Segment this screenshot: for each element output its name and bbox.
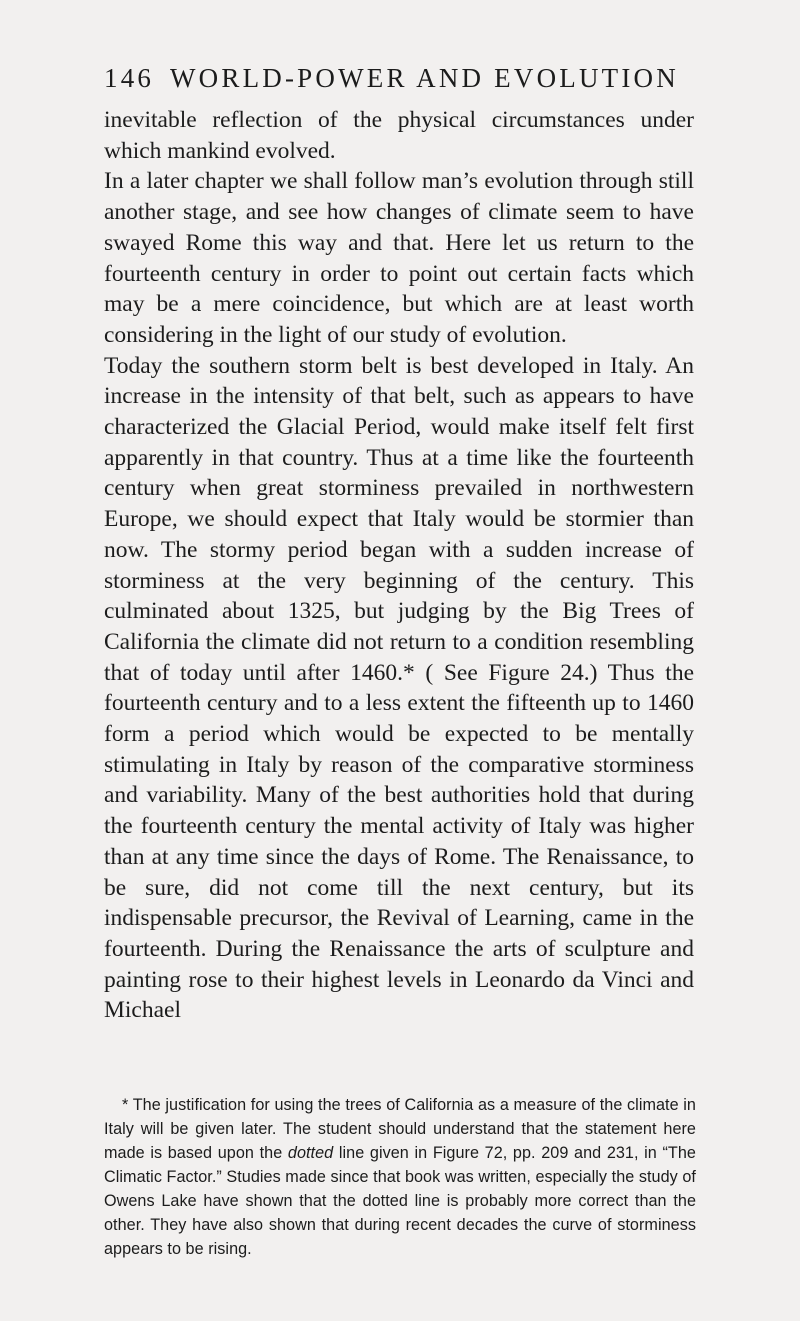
footnote-text: [104, 1093, 696, 1261]
paragraph-continued: inevitable reflection of the physical circumstances under which mankind evolved.: [104, 107, 694, 164]
page-number: 146: [104, 63, 155, 93]
footnote: [104, 1093, 696, 1261]
body-text: [104, 105, 694, 1026]
footnote-marker: *: [122, 1096, 129, 1114]
paragraph-later-chapter: In a later chapter we shall follow man’s evolution through still another stage, and see how changes of climate seem to have swayed Rome this way and that. Here let us return to the fourteenth century in order to point out certain facts which may be a mere coincidence, but which are at least worth considering in the light of our study of evolution.: [104, 168, 694, 348]
paragraph-southern-storm-belt: Today the southern storm belt is best developed in Italy. An increase in the intensity of that belt, such as appears to have characterized the Glacial Period, would make itself felt first apparently in that country. Thus at a time like the fourteenth century when great storminess prevailed in northwestern Europe, we should expect that Italy would be stormier than now. The stormy period began with a sudden increase of storminess at the very beginning of the century. This culminated about 1325, but judging by the Big Trees of California the climate did not return to a condition resembling that of today until after 1460.* ( See Figure 24.) Thus the fourteenth century and to a less extent the fifteenth up to 1460 form a period which would be expected to be mentally stimulating in Italy by reason of the comparative storminess and variability. Many of the best authorities hold that during the fourteenth century the mental activity of Italy was higher than at any time since the days of Rome. The Renaissance, to be sure, did not come till the next century, but its indispensable precursor, the Revival of Learning, came in the fourteenth. During the Renaissance the arts of sculpture and painting rose to their highest levels in Leonardo da Vinci and Michael: [104, 352, 694, 1024]
footnote-italic-word: dotted: [287, 1144, 334, 1162]
footnote-text-part-1: The justification for using the trees of California as a measure of the climate in Italy will be given later. The student should understand that the statement here made is based upon the: [104, 1096, 696, 1162]
running-head: [104, 60, 694, 96]
running-title: WORLD-POWER AND EVOLUTION: [170, 63, 679, 93]
footnote-text-part-2: line given in Figure 72, pp. 209 and 231, in “The Climatic Factor.” Studies made since that book was written, especially the study of Owens Lake have shown that the dotted line is probably more correct than the other. They have also shown that during recent decades the curve of storminess appears to be rising.: [104, 1144, 696, 1258]
